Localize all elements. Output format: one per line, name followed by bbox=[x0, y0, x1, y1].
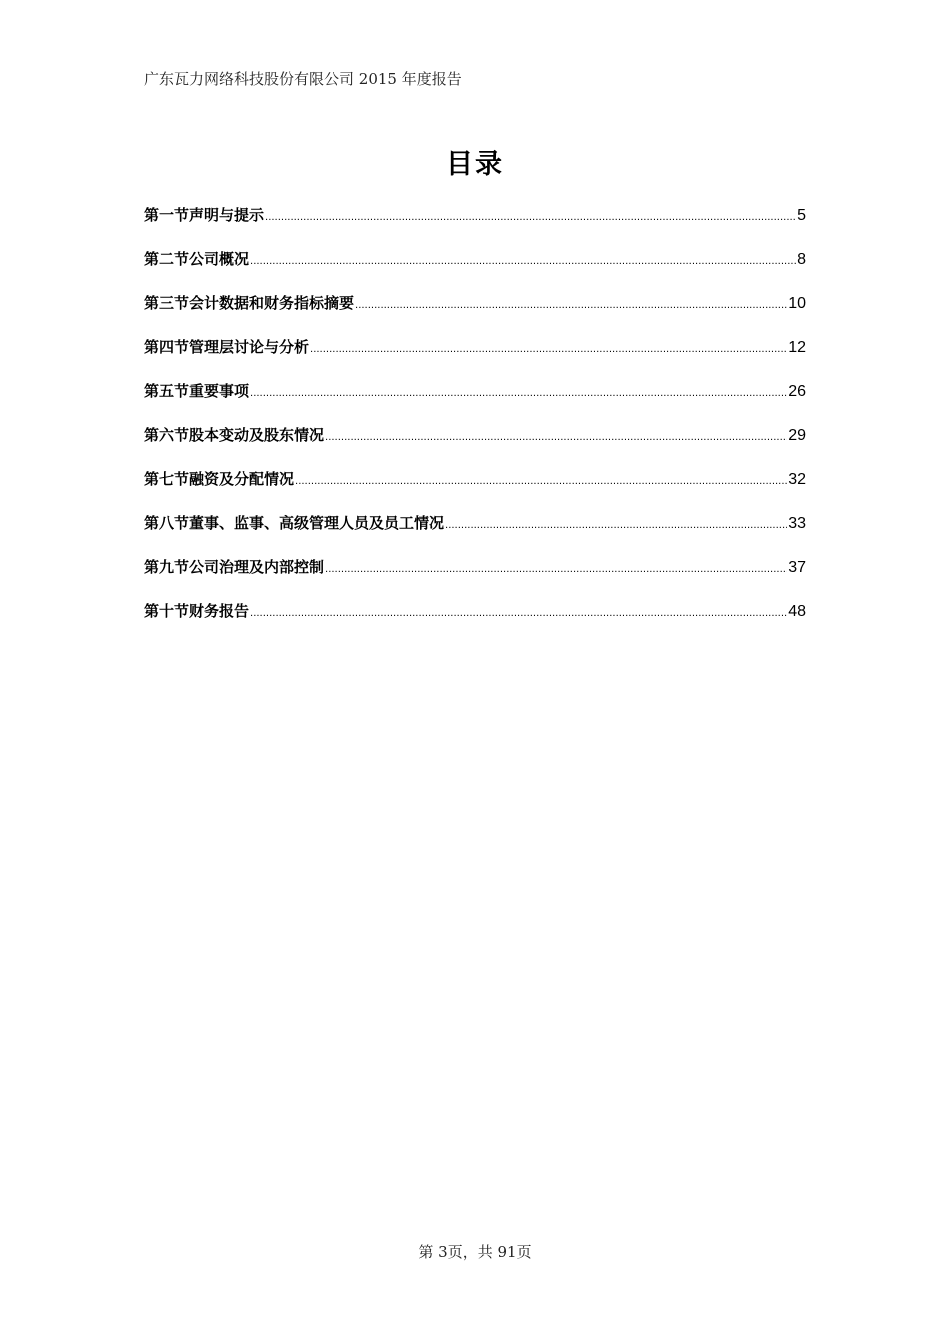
toc-entry-section-3[interactable] bbox=[144, 288, 806, 332]
toc-entry-page-number: 10 bbox=[788, 295, 806, 312]
table-of-contents bbox=[144, 200, 806, 640]
toc-entry-label: 第一节声明与提示 bbox=[144, 206, 265, 224]
dot-leader bbox=[265, 200, 796, 233]
dot-leader bbox=[250, 244, 796, 277]
dot-leader bbox=[295, 464, 787, 497]
toc-entry-page-number: 48 bbox=[788, 603, 806, 620]
toc-entry-section-5[interactable] bbox=[144, 376, 806, 420]
toc-entry-label: 第三节会计数据和财务指标摘要 bbox=[144, 294, 355, 312]
running-header: 广东瓦力网络科技股份有限公司 2015 年度报告 bbox=[144, 70, 462, 88]
dot-leader bbox=[325, 420, 787, 453]
toc-entry-page-number: 26 bbox=[788, 383, 806, 400]
dot-leader bbox=[325, 552, 787, 585]
toc-entry-page-number: 33 bbox=[788, 515, 806, 532]
toc-entry-page-number: 29 bbox=[788, 427, 806, 444]
toc-entry-section-8[interactable] bbox=[144, 508, 806, 552]
toc-entry-page-number: 37 bbox=[788, 559, 806, 576]
toc-entry-section-6[interactable] bbox=[144, 420, 806, 464]
toc-entry-label: 第十节财务报告 bbox=[144, 602, 250, 620]
dot-leader bbox=[250, 596, 787, 629]
toc-entry-section-9[interactable] bbox=[144, 552, 806, 596]
toc-entry-page-number: 5 bbox=[797, 207, 806, 224]
toc-entry-page-number: 8 bbox=[797, 251, 806, 268]
toc-entry-page-number: 12 bbox=[788, 339, 806, 356]
dot-leader bbox=[310, 332, 787, 365]
page-footer: 第 3页，共 91页 bbox=[418, 1243, 532, 1261]
page-title: 目录 bbox=[446, 149, 504, 180]
toc-entry-label: 第二节公司概况 bbox=[144, 250, 250, 268]
toc-entry-section-7[interactable] bbox=[144, 464, 806, 508]
dot-leader bbox=[355, 288, 787, 321]
toc-entry-label: 第四节管理层讨论与分析 bbox=[144, 338, 310, 356]
toc-entry-label: 第八节董事、监事、高级管理人员及员工情况 bbox=[144, 514, 445, 532]
dot-leader bbox=[445, 508, 787, 541]
toc-entry-section-1[interactable] bbox=[144, 200, 806, 244]
toc-entry-label: 第七节融资及分配情况 bbox=[144, 470, 295, 488]
toc-entry-label: 第五节重要事项 bbox=[144, 382, 250, 400]
toc-entry-page-number: 32 bbox=[788, 471, 806, 488]
toc-entry-label: 第六节股本变动及股东情况 bbox=[144, 426, 325, 444]
toc-entry-section-10[interactable] bbox=[144, 596, 806, 640]
toc-entry-section-2[interactable] bbox=[144, 244, 806, 288]
dot-leader bbox=[250, 376, 787, 409]
toc-entry-section-4[interactable] bbox=[144, 332, 806, 376]
toc-entry-label: 第九节公司治理及内部控制 bbox=[144, 558, 325, 576]
